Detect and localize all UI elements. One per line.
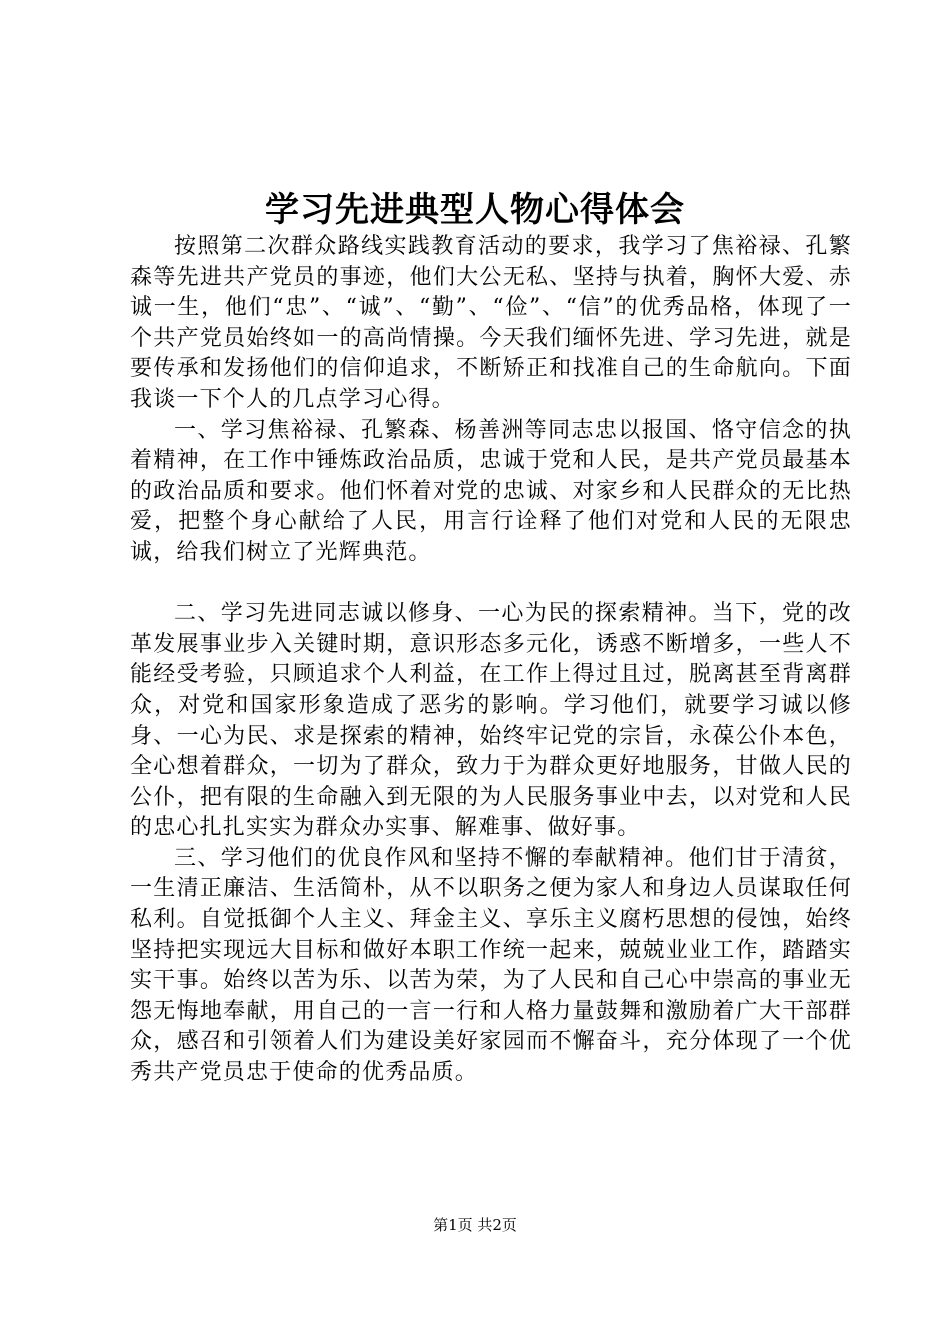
paragraph-section-3: 三、学习他们的优良作风和坚持不懈的奉献精神。他们甘于清贫，一生清正廉洁、生活简朴，从不以职务之便为家人和身边人员谋取任何私利。自觉抵御个人主义、拜金主义、享乐主义腐朽思想的侵蚀，始终坚持把实现远大目标和做好本职工作统一起来，兢兢业业工作，踏踏实实干事。始终以苦为乐、以苦为荣，为了人民和自己心中崇高的事业无怨无悔地奉献，用自己的一言一行和人格力量鼓舞和激励着广大干部群众，感召和引领着人们为建设美好家园而不懈奋斗，充分体现了一个优秀共产党员忠于使命的优秀品质。 bbox=[130, 845, 852, 1086]
paragraph-section-1: 一、学习焦裕禄、孔繁森、杨善洲等同志忠以报国、恪守信念的执着精神，在工作中锤炼政治品质，忠诚于党和人民，是共产党员最基本的政治品质和要求。他们怀着对党的忠诚、对家乡和人民群众的无比热爱，把整个身心献给了人民，用言行诠释了他们对党和人民的无限忠诚，给我们树立了光辉典范。 bbox=[130, 417, 852, 565]
paragraph-section-2: 二、学习先进同志诚以修身、一心为民的探索精神。当下，党的改革发展事业步入关键时期，意识形态多元化，诱惑不断增多，一些人不能经受考验，只顾追求个人利益，在工作上得过且过，脱离甚至背离群众，对党和国家形象造成了恶劣的影响。学习他们，就要学习诚以修身、一心为民、求是探索的精神，始终牢记党的宗旨，永葆公仆本色，全心想着群众，一切为了群众，致力于为群众更好地服务，甘做人民的公仆，把有限的生命融入到无限的为人民服务事业中去，以对党和人民的忠心扎扎实实为群众办实事、解难事、做好事。 bbox=[130, 601, 852, 841]
paragraph-intro: 按照第二次群众路线实践教育活动的要求，我学习了焦裕禄、孔繁森等先进共产党员的事迹，他们大公无私、坚持与执着，胸怀大爱、赤诚一生，他们“忠”、“诚”、“勤”、“俭”、“信”的优秀品格，体现了一个共产党员始终如一的高尚情操。今天我们缅怀先进、学习先进，就是要传承和发扬他们的信仰追求，不断矫正和找准自己的生命航向。下面我谈一下个人的几点学习心得。 bbox=[130, 234, 852, 412]
paragraph-spacer bbox=[130, 569, 852, 600]
page-footer: 第1页 共2页 bbox=[433, 1216, 517, 1234]
document-body bbox=[130, 232, 852, 1089]
document-title: 学习先进典型人物心得体会 bbox=[265, 190, 685, 230]
